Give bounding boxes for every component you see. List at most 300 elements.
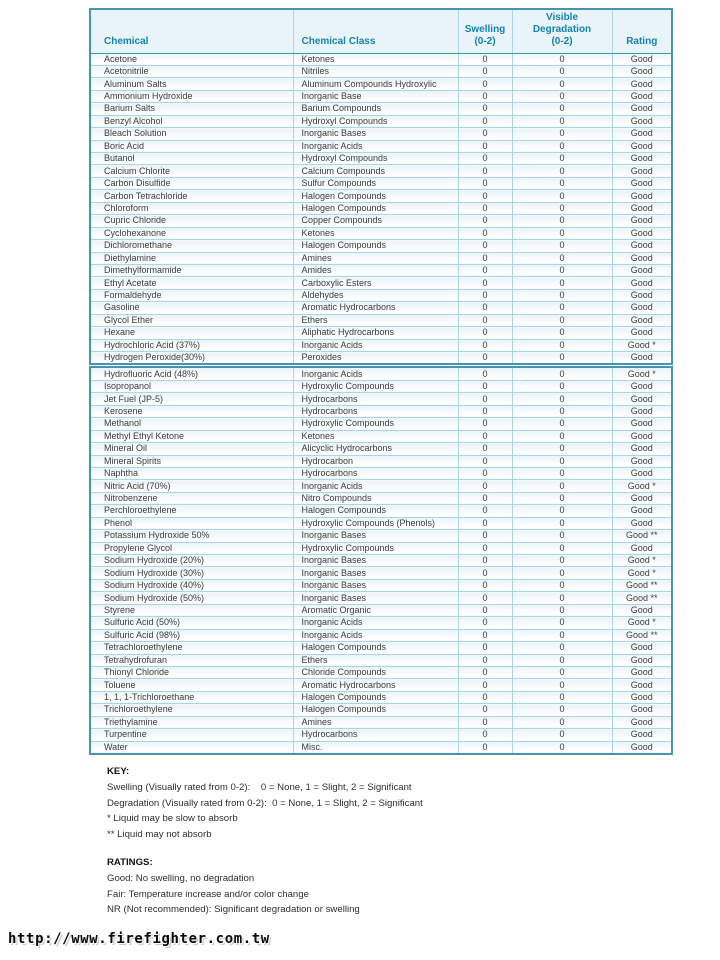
chemical-class-cell: Ketones — [293, 430, 458, 442]
swelling-cell: 0 — [458, 165, 512, 177]
swelling-cell: 0 — [458, 530, 512, 542]
table-row — [90, 78, 672, 90]
swelling-cell: 0 — [458, 65, 512, 77]
table-row — [90, 443, 672, 455]
rating-cell: Good — [612, 704, 672, 716]
chemical-cell: Perchloroethylene — [90, 505, 293, 517]
degradation-cell: 0 — [512, 302, 612, 314]
table-row — [90, 165, 672, 177]
swelling-cell: 0 — [458, 691, 512, 703]
rating-cell: Good — [612, 443, 672, 455]
chemical-cell: Hydrogen Peroxide(30%) — [90, 352, 293, 365]
swelling-cell: 0 — [458, 140, 512, 152]
col-header-chemical-class: Chemical Class — [293, 9, 458, 53]
degradation-cell: 0 — [512, 252, 612, 264]
chemical-cell: Sodium Hydroxide (20%) — [90, 555, 293, 567]
rating-cell: Good — [612, 666, 672, 678]
swelling-cell: 0 — [458, 443, 512, 455]
swelling-cell: 0 — [458, 517, 512, 529]
chemical-cell: Methanol — [90, 418, 293, 430]
degradation-cell: 0 — [512, 227, 612, 239]
swelling-cell: 0 — [458, 666, 512, 678]
rating-cell: Good — [612, 289, 672, 301]
rating-cell: Good — [612, 542, 672, 554]
degradation-cell: 0 — [512, 140, 612, 152]
degradation-cell: 0 — [512, 679, 612, 691]
degradation-cell: 0 — [512, 530, 612, 542]
rating-cell: Good — [612, 716, 672, 728]
rating-cell: Good — [612, 115, 672, 127]
chemical-class-cell: Inorganic Acids — [293, 629, 458, 641]
chemical-cell: Calcium Chlorite — [90, 165, 293, 177]
swelling-cell: 0 — [458, 679, 512, 691]
degradation-cell: 0 — [512, 215, 612, 227]
degradation-cell: 0 — [512, 542, 612, 554]
rating-cell: Good — [612, 517, 672, 529]
chemical-class-cell: Inorganic Bases — [293, 579, 458, 591]
rating-cell: Good ** — [612, 579, 672, 591]
chemical-class-cell: Aldehydes — [293, 289, 458, 301]
swelling-cell: 0 — [458, 505, 512, 517]
chemical-cell: Carbon Disulfide — [90, 177, 293, 189]
key-line-swelling: Swelling (Visually rated from 0-2): 0 = None, 1 = Slight, 2 = Significant — [107, 781, 412, 793]
key-section — [107, 764, 567, 843]
degradation-cell: 0 — [512, 455, 612, 467]
rating-cell: Good — [612, 53, 672, 65]
col-header-rating: Rating — [612, 9, 672, 53]
degradation-cell: 0 — [512, 418, 612, 430]
rating-cell: Good — [612, 240, 672, 252]
table-row — [90, 53, 672, 65]
col-header-degradation-line3: (0-2) — [551, 35, 573, 47]
chemical-cell: Sodium Hydroxide (50%) — [90, 592, 293, 604]
col-header-chemical: Chemical — [90, 9, 293, 53]
degradation-cell: 0 — [512, 277, 612, 289]
degradation-cell: 0 — [512, 642, 612, 654]
chemical-cell: Acetonitrile — [90, 65, 293, 77]
chemical-cell: Turpentine — [90, 729, 293, 741]
table-row — [90, 642, 672, 654]
rating-cell: Good — [612, 78, 672, 90]
table-row — [90, 128, 672, 140]
swelling-cell: 0 — [458, 153, 512, 165]
table-row — [90, 455, 672, 467]
swelling-cell: 0 — [458, 380, 512, 392]
table-row — [90, 430, 672, 442]
chemical-class-cell: Amines — [293, 716, 458, 728]
chemical-class-cell: Inorganic Acids — [293, 339, 458, 351]
degradation-cell: 0 — [512, 604, 612, 616]
chemical-cell: Tetrachloroethylene — [90, 642, 293, 654]
swelling-cell: 0 — [458, 716, 512, 728]
rating-cell: Good — [612, 90, 672, 102]
table-row — [90, 691, 672, 703]
degradation-cell: 0 — [512, 505, 612, 517]
table-header-row — [90, 9, 672, 53]
table-row — [90, 704, 672, 716]
degradation-cell: 0 — [512, 78, 612, 90]
table-row — [90, 604, 672, 616]
chemical-cell: Trichloroethylene — [90, 704, 293, 716]
rating-cell: Good — [612, 165, 672, 177]
degradation-cell: 0 — [512, 190, 612, 202]
chemical-class-cell: Inorganic Acids — [293, 480, 458, 492]
chemical-cell: Carbon Tetrachloride — [90, 190, 293, 202]
rating-cell: Good — [612, 691, 672, 703]
table-row — [90, 517, 672, 529]
table-row — [90, 542, 672, 554]
table-row — [90, 418, 672, 430]
rating-cell: Good * — [612, 617, 672, 629]
chemical-class-cell: Aromatic Hydrocarbons — [293, 679, 458, 691]
degradation-cell: 0 — [512, 90, 612, 102]
key-line-asterisk: * Liquid may be slow to absorb — [107, 813, 238, 825]
table-row — [90, 592, 672, 604]
chemical-cell: Potassium Hydroxide 50% — [90, 530, 293, 542]
rating-cell: Good — [612, 741, 672, 754]
table-row — [90, 716, 672, 728]
swelling-cell: 0 — [458, 654, 512, 666]
ratings-line-nr: NR (Not recommended): Significant degradation or swelling — [107, 904, 360, 916]
chemical-class-cell: Amides — [293, 264, 458, 276]
chemical-cell: Jet Fuel (JP-5) — [90, 393, 293, 405]
chemical-cell: Bleach Solution — [90, 128, 293, 140]
chemical-class-cell: Aromatic Organic — [293, 604, 458, 616]
rating-cell: Good ** — [612, 629, 672, 641]
rating-cell: Good — [612, 252, 672, 264]
chemical-cell: Chloroform — [90, 202, 293, 214]
table-row — [90, 302, 672, 314]
chemical-class-cell: Hydrocarbons — [293, 405, 458, 417]
table-row — [90, 190, 672, 202]
chemical-class-cell: Halogen Compounds — [293, 642, 458, 654]
rating-cell: Good — [612, 654, 672, 666]
table-row — [90, 579, 672, 591]
chemical-cell: Boric Acid — [90, 140, 293, 152]
chemical-class-cell: Peroxides — [293, 352, 458, 365]
chemical-class-cell: Inorganic Acids — [293, 140, 458, 152]
table-row — [90, 140, 672, 152]
chemical-table-section-2 — [89, 366, 673, 755]
degradation-cell: 0 — [512, 393, 612, 405]
chemical-cell: Mineral Oil — [90, 443, 293, 455]
table-row — [90, 90, 672, 102]
chemical-cell: Nitric Acid (70%) — [90, 480, 293, 492]
swelling-cell: 0 — [458, 455, 512, 467]
swelling-cell: 0 — [458, 327, 512, 339]
ratings-line-good: Good: No swelling, no degradation — [107, 872, 255, 884]
rating-cell: Good — [612, 140, 672, 152]
degradation-cell: 0 — [512, 405, 612, 417]
table-row — [90, 289, 672, 301]
swelling-cell: 0 — [458, 352, 512, 365]
chemical-cell: Cupric Chloride — [90, 215, 293, 227]
degradation-cell: 0 — [512, 579, 612, 591]
chemical-cell: Hydrofluoric Acid (48%) — [90, 367, 293, 380]
degradation-cell: 0 — [512, 352, 612, 365]
ratings-title: RATINGS: — [107, 857, 153, 868]
degradation-cell: 0 — [512, 480, 612, 492]
table-body-section-2 — [90, 367, 672, 754]
swelling-cell: 0 — [458, 393, 512, 405]
swelling-cell: 0 — [458, 418, 512, 430]
degradation-cell: 0 — [512, 666, 612, 678]
chemical-cell: Isopropanol — [90, 380, 293, 392]
chemical-class-cell: Halogen Compounds — [293, 202, 458, 214]
chemical-class-cell: Inorganic Acids — [293, 367, 458, 380]
chemical-cell: Triethylamine — [90, 716, 293, 728]
degradation-cell: 0 — [512, 629, 612, 641]
table-row — [90, 530, 672, 542]
chemical-class-cell: Halogen Compounds — [293, 190, 458, 202]
table-row — [90, 177, 672, 189]
table-row — [90, 277, 672, 289]
chemical-class-cell: Aluminum Compounds Hydroxylic — [293, 78, 458, 90]
chemical-class-cell: Aliphatic Hydrocarbons — [293, 327, 458, 339]
rating-cell: Good — [612, 418, 672, 430]
swelling-cell: 0 — [458, 339, 512, 351]
col-header-swelling — [458, 9, 512, 53]
swelling-cell: 0 — [458, 302, 512, 314]
chemical-cell: Dimethylformamide — [90, 264, 293, 276]
chemical-class-cell: Inorganic Bases — [293, 555, 458, 567]
degradation-cell: 0 — [512, 153, 612, 165]
table-row — [90, 679, 672, 691]
chemical-class-cell: Calcium Compounds — [293, 165, 458, 177]
chemical-class-cell: Copper Compounds — [293, 215, 458, 227]
chemical-cell: Styrene — [90, 604, 293, 616]
degradation-cell: 0 — [512, 367, 612, 380]
rating-cell: Good — [612, 277, 672, 289]
swelling-cell: 0 — [458, 604, 512, 616]
col-header-swelling-line1: Swelling — [464, 23, 506, 35]
degradation-cell: 0 — [512, 202, 612, 214]
col-header-swelling-line2: (0-2) — [474, 35, 496, 47]
chemical-cell: Sodium Hydroxide (40%) — [90, 579, 293, 591]
swelling-cell: 0 — [458, 629, 512, 641]
table-row — [90, 741, 672, 754]
swelling-cell: 0 — [458, 555, 512, 567]
rating-cell: Good — [612, 467, 672, 479]
degradation-cell: 0 — [512, 567, 612, 579]
rating-cell: Good — [612, 327, 672, 339]
table-row — [90, 252, 672, 264]
chemical-class-cell: Halogen Compounds — [293, 691, 458, 703]
chemical-cell: Hydrochloric Acid (37%) — [90, 339, 293, 351]
swelling-cell: 0 — [458, 704, 512, 716]
degradation-cell: 0 — [512, 65, 612, 77]
table-row — [90, 617, 672, 629]
chemical-class-cell: Nitriles — [293, 65, 458, 77]
chemical-cell: 1, 1, 1-Trichloroethane — [90, 691, 293, 703]
rating-cell: Good — [612, 153, 672, 165]
degradation-cell: 0 — [512, 691, 612, 703]
chemical-class-cell: Chloride Compounds — [293, 666, 458, 678]
chemical-cell: Mineral Spirits — [90, 455, 293, 467]
chemical-cell: Tetrahydrofuran — [90, 654, 293, 666]
chemical-class-cell: Inorganic Bases — [293, 530, 458, 542]
chemical-class-cell: Hydroxylic Compounds — [293, 380, 458, 392]
degradation-cell: 0 — [512, 517, 612, 529]
chemical-cell: Toluene — [90, 679, 293, 691]
chemical-cell: Glycol Ether — [90, 314, 293, 326]
chemical-class-cell: Misc. — [293, 741, 458, 754]
chemical-cell: Naphtha — [90, 467, 293, 479]
rating-cell: Good — [612, 190, 672, 202]
swelling-cell: 0 — [458, 592, 512, 604]
col-header-degradation-line1: Visible — [545, 11, 579, 23]
rating-cell: Good * — [612, 555, 672, 567]
key-line-degradation: Degradation (Visually rated from 0-2): 0 = None, 1 = Slight, 2 = Significant — [107, 797, 423, 809]
chemical-class-cell: Hydrocarbons — [293, 729, 458, 741]
rating-cell: Good — [612, 393, 672, 405]
ratings-section — [107, 855, 567, 918]
chemical-class-cell: Sulfur Compounds — [293, 177, 458, 189]
table-row — [90, 405, 672, 417]
chemical-cell: Dichloromethane — [90, 240, 293, 252]
table-row — [90, 480, 672, 492]
table-row — [90, 492, 672, 504]
rating-cell: Good * — [612, 567, 672, 579]
table-row — [90, 393, 672, 405]
swelling-cell: 0 — [458, 480, 512, 492]
chemical-class-cell: Barium Compounds — [293, 103, 458, 115]
table-row — [90, 240, 672, 252]
table-row — [90, 654, 672, 666]
swelling-cell: 0 — [458, 405, 512, 417]
rating-cell: Good — [612, 352, 672, 365]
table-row — [90, 115, 672, 127]
rating-cell: Good — [612, 405, 672, 417]
rating-cell: Good ** — [612, 592, 672, 604]
chemical-class-cell: Ethers — [293, 654, 458, 666]
chemical-cell: Sodium Hydroxide (30%) — [90, 567, 293, 579]
chemical-cell: Gasoline — [90, 302, 293, 314]
degradation-cell: 0 — [512, 264, 612, 276]
chemical-class-cell: Halogen Compounds — [293, 505, 458, 517]
swelling-cell: 0 — [458, 103, 512, 115]
chemical-table-section-1 — [89, 8, 673, 365]
chemical-cell: Ammonium Hydroxide — [90, 90, 293, 102]
swelling-cell: 0 — [458, 492, 512, 504]
chemical-cell: Formaldehyde — [90, 289, 293, 301]
chemical-cell: Diethylamine — [90, 252, 293, 264]
chemical-class-cell: Inorganic Bases — [293, 592, 458, 604]
degradation-cell: 0 — [512, 103, 612, 115]
degradation-cell: 0 — [512, 467, 612, 479]
col-header-degradation — [512, 9, 612, 53]
rating-cell: Good — [612, 314, 672, 326]
degradation-cell: 0 — [512, 654, 612, 666]
rating-cell: Good — [612, 430, 672, 442]
swelling-cell: 0 — [458, 215, 512, 227]
rating-cell: Good — [612, 455, 672, 467]
chemical-class-cell: Hydrocarbon — [293, 455, 458, 467]
degradation-cell: 0 — [512, 177, 612, 189]
degradation-cell: 0 — [512, 165, 612, 177]
rating-cell: Good — [612, 679, 672, 691]
rating-cell: Good — [612, 177, 672, 189]
rating-cell: Good — [612, 264, 672, 276]
rating-cell: Good — [612, 302, 672, 314]
degradation-cell: 0 — [512, 716, 612, 728]
swelling-cell: 0 — [458, 642, 512, 654]
degradation-cell: 0 — [512, 115, 612, 127]
table-row — [90, 567, 672, 579]
chemical-cell: Methyl Ethyl Ketone — [90, 430, 293, 442]
swelling-cell: 0 — [458, 177, 512, 189]
table-row — [90, 666, 672, 678]
table-row — [90, 202, 672, 214]
swelling-cell: 0 — [458, 617, 512, 629]
table-row — [90, 153, 672, 165]
rating-cell: Good — [612, 380, 672, 392]
chemical-class-cell: Amines — [293, 252, 458, 264]
chemical-cell: Sulfuric Acid (98%) — [90, 629, 293, 641]
chemical-cell: Water — [90, 741, 293, 754]
degradation-cell: 0 — [512, 289, 612, 301]
chemical-class-cell: Inorganic Bases — [293, 128, 458, 140]
chemical-class-cell: Ethers — [293, 314, 458, 326]
chemical-cell: Benzyl Alcohol — [90, 115, 293, 127]
table-row — [90, 327, 672, 339]
rating-cell: Good * — [612, 339, 672, 351]
chemical-cell: Nitrobenzene — [90, 492, 293, 504]
degradation-cell: 0 — [512, 240, 612, 252]
chemical-cell: Sulfuric Acid (50%) — [90, 617, 293, 629]
swelling-cell: 0 — [458, 367, 512, 380]
degradation-cell: 0 — [512, 128, 612, 140]
chemical-class-cell: Inorganic Acids — [293, 617, 458, 629]
table-row — [90, 467, 672, 479]
watermark-url: http://www.firefighter.com.tw — [8, 931, 270, 947]
rating-cell: Good — [612, 65, 672, 77]
rating-cell: Good — [612, 215, 672, 227]
chemical-cell: Aluminum Salts — [90, 78, 293, 90]
rating-cell: Good ** — [612, 530, 672, 542]
swelling-cell: 0 — [458, 202, 512, 214]
rating-cell: Good — [612, 103, 672, 115]
chemical-class-cell: Hydroxyl Compounds — [293, 153, 458, 165]
swelling-cell: 0 — [458, 542, 512, 554]
degradation-cell: 0 — [512, 327, 612, 339]
chemical-class-cell: Ketones — [293, 53, 458, 65]
swelling-cell: 0 — [458, 430, 512, 442]
key-title: KEY: — [107, 766, 130, 777]
col-header-degradation-line2: Degradation — [532, 23, 592, 35]
chemical-cell: Thionyl Chloride — [90, 666, 293, 678]
chemical-cell: Hexane — [90, 327, 293, 339]
chemical-class-cell: Hydrocarbons — [293, 467, 458, 479]
table-row — [90, 729, 672, 741]
swelling-cell: 0 — [458, 314, 512, 326]
rating-cell: Good — [612, 505, 672, 517]
chemical-class-cell: Carboxylic Esters — [293, 277, 458, 289]
degradation-cell: 0 — [512, 339, 612, 351]
rating-cell: Good — [612, 202, 672, 214]
chemical-cell: Acetone — [90, 53, 293, 65]
table-row — [90, 314, 672, 326]
swelling-cell: 0 — [458, 115, 512, 127]
key-line-double-asterisk: ** Liquid may not absorb — [107, 829, 212, 841]
chemical-class-cell: Inorganic Base — [293, 90, 458, 102]
degradation-cell: 0 — [512, 380, 612, 392]
table-row — [90, 505, 672, 517]
rating-cell: Good — [612, 128, 672, 140]
chemical-class-cell: Inorganic Bases — [293, 567, 458, 579]
degradation-cell: 0 — [512, 314, 612, 326]
degradation-cell: 0 — [512, 430, 612, 442]
